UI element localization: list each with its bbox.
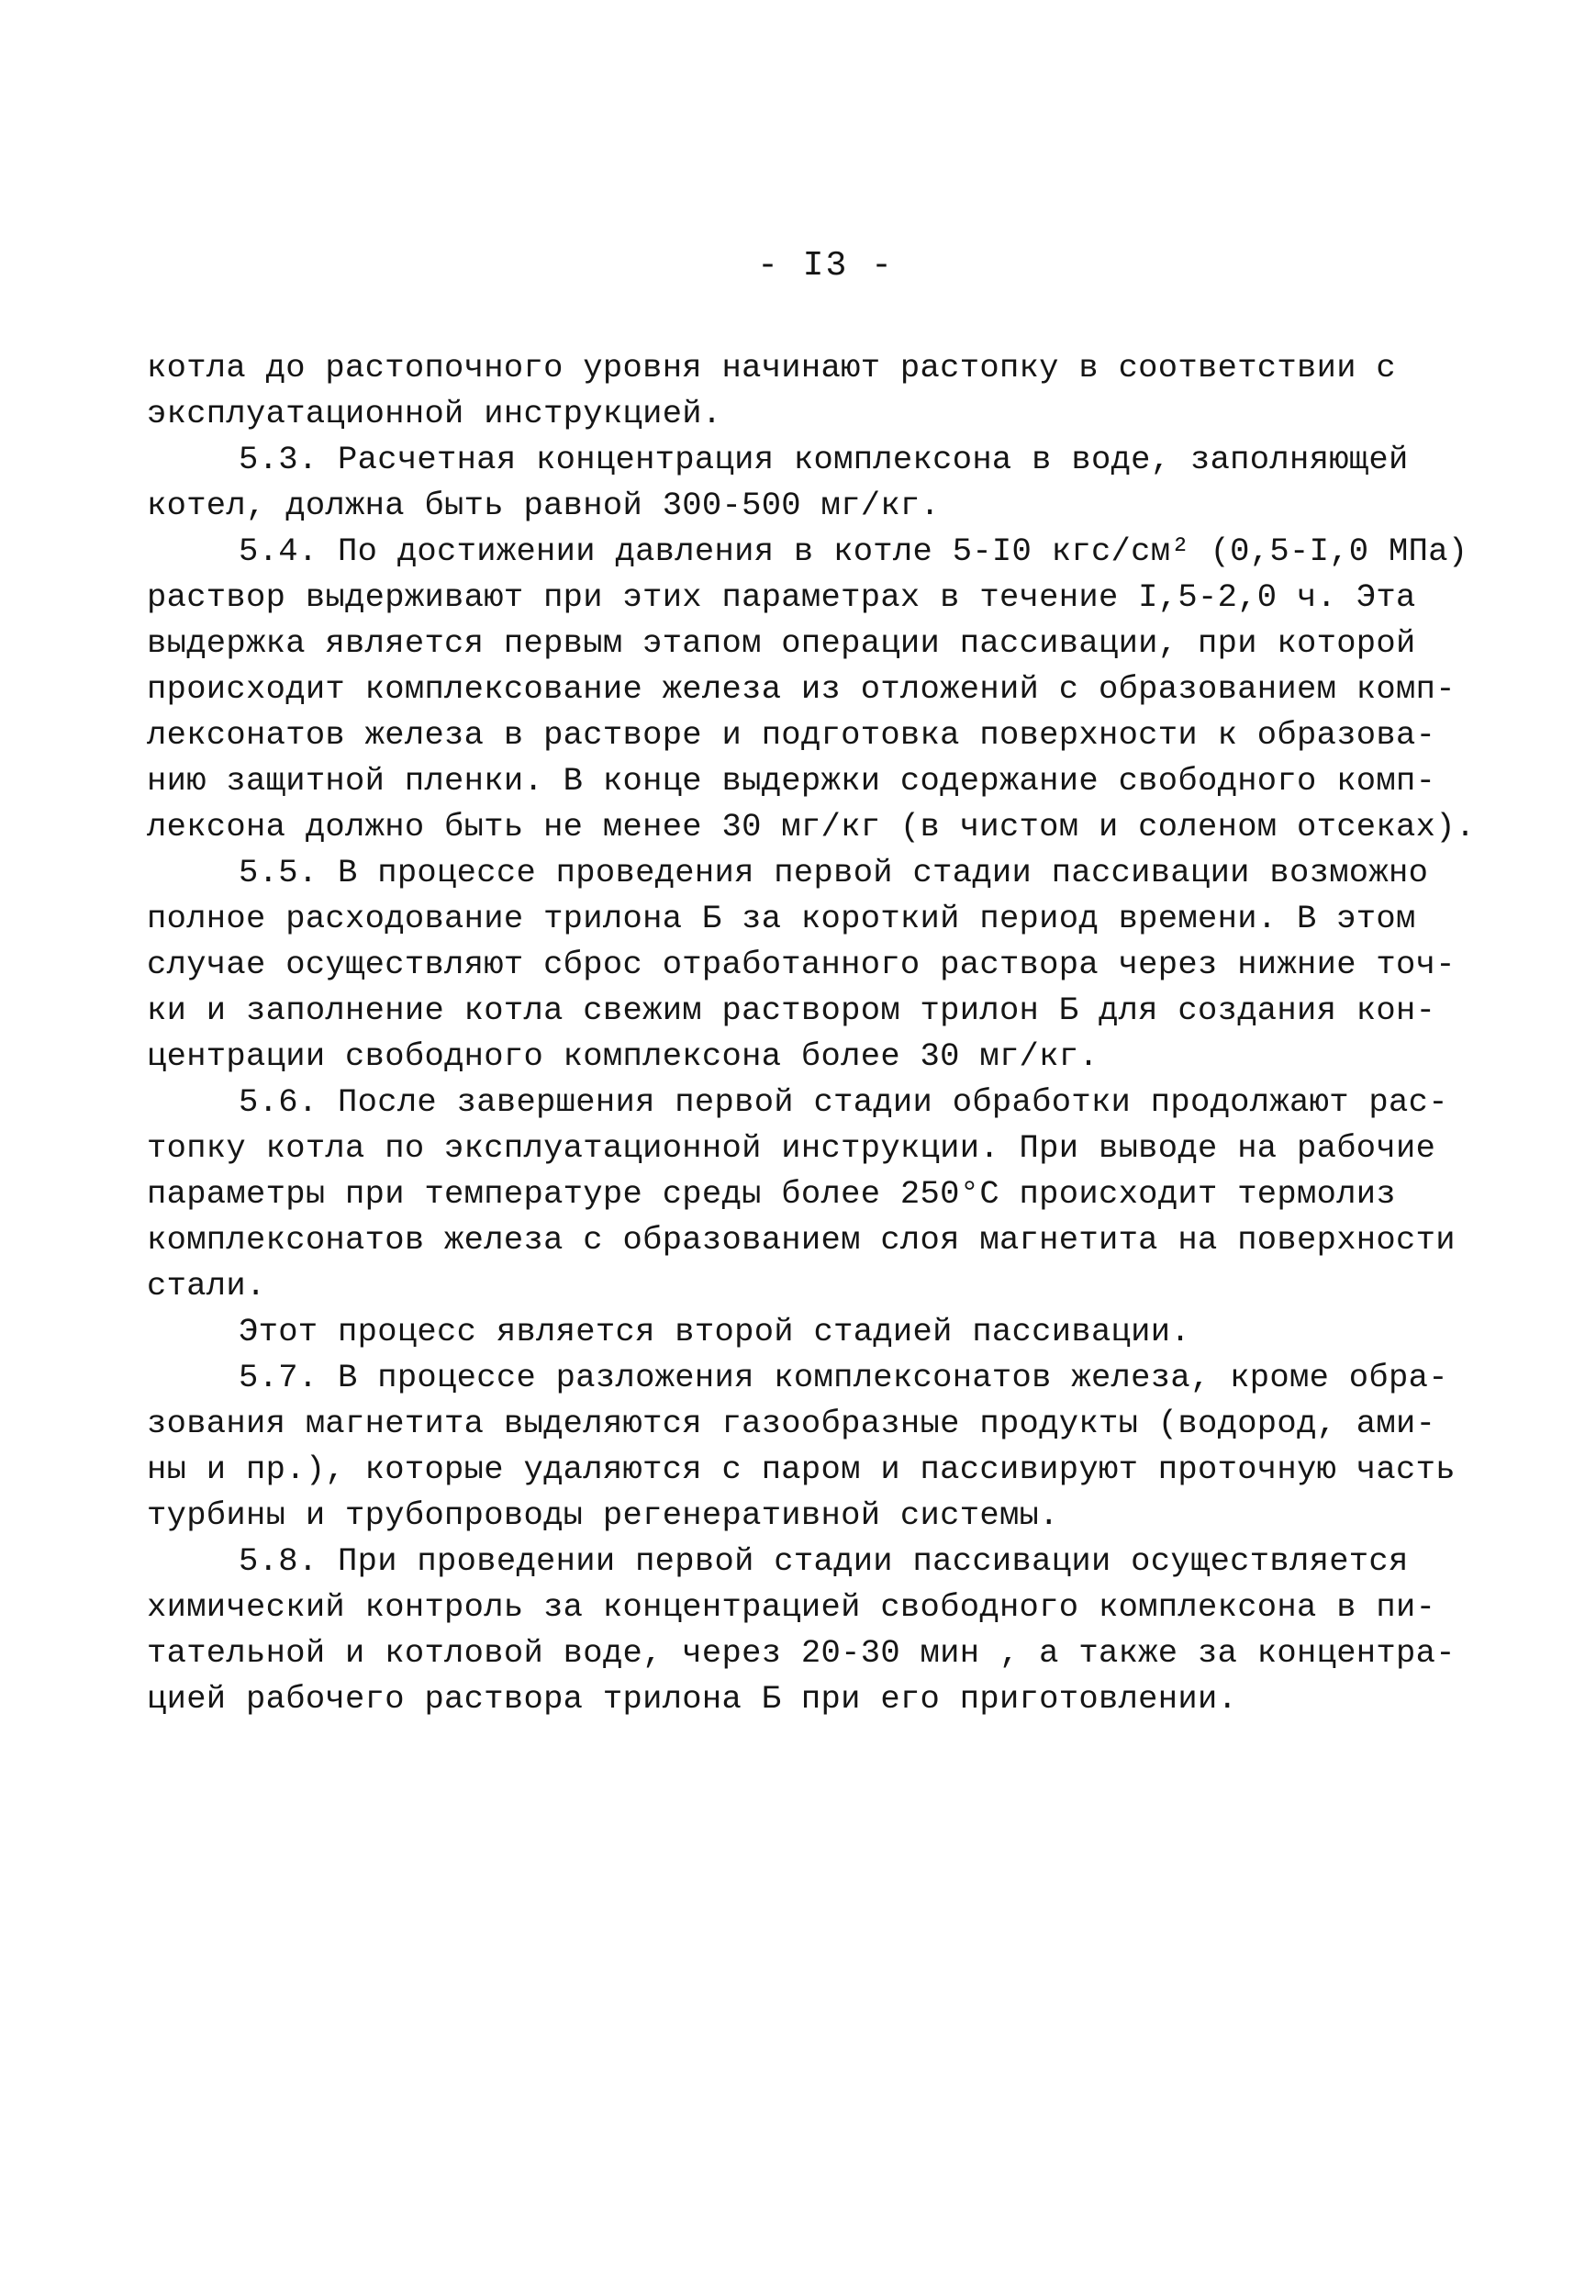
text-line: выдержка является первым этапом операции пассивации, при которой	[147, 624, 1416, 662]
text-line: центрации свободного комплексона более 30 мг/кг.	[147, 1037, 1099, 1075]
text-line: нию защитной пленки. В конце выдержки содержание свободного комп-	[147, 762, 1436, 800]
text-line: лексонатов железа в растворе и подготовка поверхности к образова-	[147, 716, 1436, 754]
paragraph-5-8: 5.8. При проведении первой стадии пассивации осуществляется	[239, 1542, 1409, 1580]
paragraph-5-4: 5.4. По достижении давления в котле 5-I0 кгс/см² (0,5-I,0 МПа)	[239, 532, 1468, 570]
text-line: котел, должна быть равной 300-500 мг/кг.	[147, 487, 941, 524]
document-body	[147, 345, 1476, 1722]
text-line: раствор выдерживают при этих параметрах в течение I,5-2,0 ч. Эта	[147, 578, 1416, 616]
text-line: ки и заполнение котла свежим раствором трилон Б для создания кон-	[147, 991, 1436, 1029]
text-line: параметры при температуре среды более 250°С происходит термолиз	[147, 1175, 1397, 1213]
text-line: эксплуатационной инструкцией.	[147, 395, 722, 432]
text-line: химический контроль за концентрацией свободного комплексона в пи-	[147, 1588, 1436, 1626]
text-line: происходит комплексование железа из отложений с образованием комп-	[147, 670, 1456, 708]
text-line: турбины и трубопроводы регенеративной системы.	[147, 1496, 1059, 1534]
paragraph-5-5: 5.5. В процессе проведения первой стадии пассивации возможно	[239, 854, 1429, 891]
paragraph-5-6: 5.6. После завершения первой стадии обработки продолжают рас-	[239, 1083, 1448, 1121]
text-line: цией рабочего раствора трилона Б при его приготовлении.	[147, 1680, 1238, 1718]
text-line: случае осуществляют сброс отработанного раствора через нижние точ-	[147, 946, 1456, 983]
text-line: тательной и котловой воде, через 20-30 мин , а также за концентра-	[147, 1634, 1456, 1672]
text-line: зования магнетита выделяются газообразные продукты (водород, ами-	[147, 1405, 1436, 1442]
text-line: котла до растопочного уровня начинают растопку в соответствии с	[147, 349, 1397, 386]
text-line: ны и пр.), которые удаляются с паром и пассивируют проточную часть	[147, 1450, 1456, 1488]
text-line: полное расходование трилона Б за короткий период времени. В этом	[147, 900, 1416, 937]
text-line: лексона должно быть не менее 30 мг/кг (в чистом и соленом отсеках).	[147, 808, 1476, 846]
paragraph-second-stage: Этот процесс является второй стадией пассивации.	[239, 1313, 1190, 1350]
page-number: - I3 -	[757, 246, 894, 286]
text-line: топку котла по эксплуатационной инструкции. При выводе на рабочие	[147, 1129, 1436, 1167]
text-line: стали.	[147, 1267, 266, 1305]
paragraph-5-3: 5.3. Расчетная концентрация комплексона в воде, заполняющей	[239, 441, 1409, 478]
text-line: комплексонатов железа с образованием слоя магнетита на поверхности	[147, 1221, 1456, 1259]
paragraph-5-7: 5.7. В процессе разложения комплексонатов железа, кроме обра-	[239, 1359, 1448, 1396]
